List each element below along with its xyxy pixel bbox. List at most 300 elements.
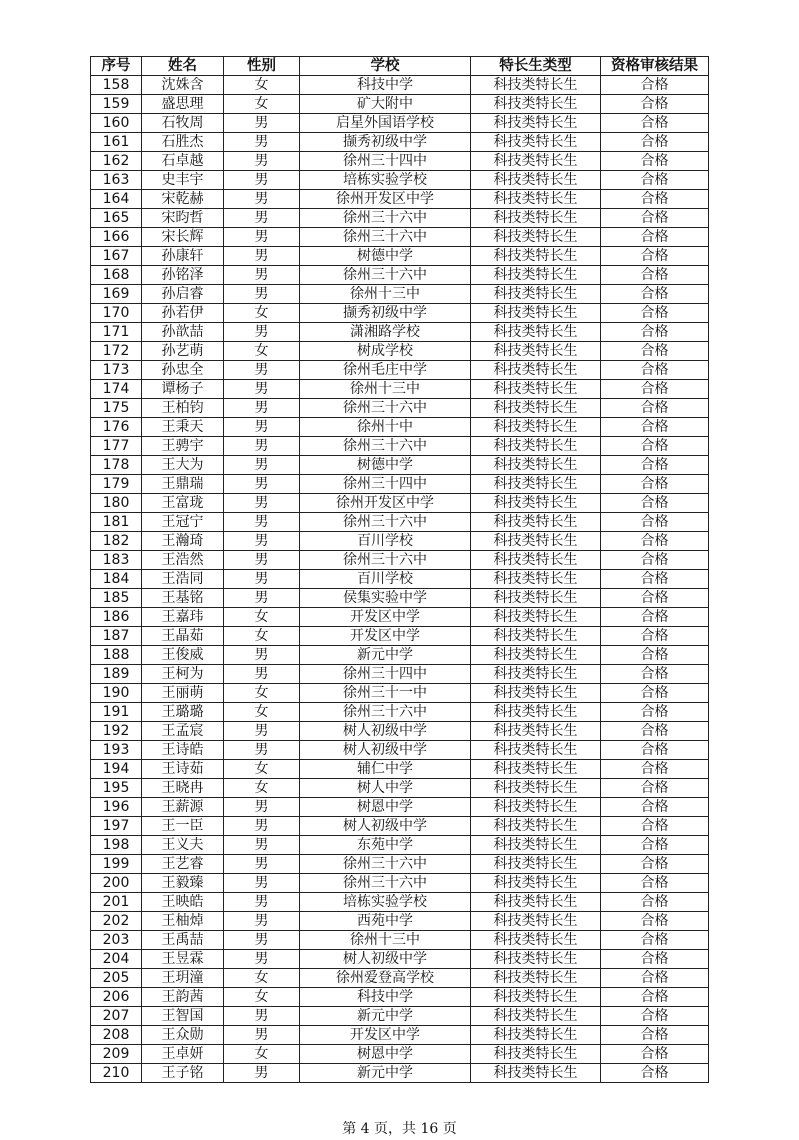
review-result-cell: 合格	[601, 874, 709, 893]
name-cell: 王一臣	[142, 817, 224, 836]
name-cell: 王艺睿	[142, 855, 224, 874]
table-row	[91, 684, 709, 703]
serial-number-cell: 205	[91, 969, 142, 988]
review-result-cell: 合格	[601, 418, 709, 437]
name-cell: 王诗茹	[142, 760, 224, 779]
table-row	[91, 361, 709, 380]
name-cell: 王薪源	[142, 798, 224, 817]
specialty-type-cell: 科技类特长生	[471, 513, 601, 532]
gender-cell: 男	[224, 893, 300, 912]
specialty-type-cell: 科技类特长生	[471, 285, 601, 304]
name-cell: 王骋宇	[142, 437, 224, 456]
gender-cell: 男	[224, 494, 300, 513]
name-cell: 王鼎瑞	[142, 475, 224, 494]
school-cell: 徐州三十六中	[300, 209, 471, 228]
specialty-type-cell: 科技类特长生	[471, 323, 601, 342]
serial-number-cell: 179	[91, 475, 142, 494]
gender-cell: 女	[224, 304, 300, 323]
serial-number-cell: 191	[91, 703, 142, 722]
serial-number-cell: 200	[91, 874, 142, 893]
table-row	[91, 437, 709, 456]
school-cell: 徐州十三中	[300, 285, 471, 304]
review-result-cell: 合格	[601, 893, 709, 912]
school-cell: 百川学校	[300, 532, 471, 551]
name-cell: 孙若伊	[142, 304, 224, 323]
name-cell: 宋昀哲	[142, 209, 224, 228]
name-cell: 王嘉玮	[142, 608, 224, 627]
serial-number-cell: 174	[91, 380, 142, 399]
school-cell: 徐州十中	[300, 418, 471, 437]
school-cell: 徐州开发区中学	[300, 494, 471, 513]
name-cell: 石胜杰	[142, 133, 224, 152]
table-row	[91, 1026, 709, 1045]
serial-number-cell: 203	[91, 931, 142, 950]
specialty-type-cell: 科技类特长生	[471, 779, 601, 798]
name-cell: 王孟宸	[142, 722, 224, 741]
review-result-cell: 合格	[601, 627, 709, 646]
qualification-table	[90, 56, 709, 1083]
name-cell: 王智国	[142, 1007, 224, 1026]
table-row	[91, 646, 709, 665]
specialty-type-cell: 科技类特长生	[471, 342, 601, 361]
school-cell: 徐州三十六中	[300, 551, 471, 570]
gender-cell: 男	[224, 266, 300, 285]
serial-number-cell: 198	[91, 836, 142, 855]
specialty-type-cell: 科技类特长生	[471, 836, 601, 855]
name-cell: 石卓越	[142, 152, 224, 171]
specialty-type-cell: 科技类特长生	[471, 1064, 601, 1083]
specialty-type-cell: 科技类特长生	[471, 437, 601, 456]
gender-cell: 男	[224, 665, 300, 684]
serial-number-cell: 162	[91, 152, 142, 171]
gender-cell: 男	[224, 475, 300, 494]
name-cell: 王大为	[142, 456, 224, 475]
serial-number-cell: 189	[91, 665, 142, 684]
name-cell: 王璐璐	[142, 703, 224, 722]
gender-cell: 男	[224, 950, 300, 969]
name-cell: 王众勋	[142, 1026, 224, 1045]
name-cell: 王基铭	[142, 589, 224, 608]
school-cell: 树人初级中学	[300, 950, 471, 969]
specialty-type-cell: 科技类特长生	[471, 456, 601, 475]
review-result-cell: 合格	[601, 95, 709, 114]
review-result-cell: 合格	[601, 532, 709, 551]
gender-cell: 女	[224, 76, 300, 95]
table-row	[91, 931, 709, 950]
serial-number-cell: 210	[91, 1064, 142, 1083]
table-row	[91, 874, 709, 893]
specialty-type-cell: 科技类特长生	[471, 152, 601, 171]
gender-cell: 女	[224, 1045, 300, 1064]
serial-number-cell: 207	[91, 1007, 142, 1026]
school-cell: 树恩中学	[300, 798, 471, 817]
review-result-cell: 合格	[601, 475, 709, 494]
serial-number-cell: 175	[91, 399, 142, 418]
review-result-cell: 合格	[601, 342, 709, 361]
table-row	[91, 570, 709, 589]
serial-number-cell: 209	[91, 1045, 142, 1064]
serial-number-cell: 188	[91, 646, 142, 665]
name-cell: 王丽萌	[142, 684, 224, 703]
gender-cell: 男	[224, 570, 300, 589]
serial-number-cell: 192	[91, 722, 142, 741]
name-cell: 王柚焯	[142, 912, 224, 931]
serial-number-cell: 196	[91, 798, 142, 817]
school-cell: 树人初级中学	[300, 817, 471, 836]
name-cell: 孙康轩	[142, 247, 224, 266]
specialty-type-cell: 科技类特长生	[471, 399, 601, 418]
school-cell: 徐州三十六中	[300, 513, 471, 532]
specialty-type-cell: 科技类特长生	[471, 247, 601, 266]
review-result-cell: 合格	[601, 1026, 709, 1045]
review-result-cell: 合格	[601, 494, 709, 513]
gender-cell: 男	[224, 532, 300, 551]
table-row	[91, 722, 709, 741]
specialty-type-cell: 科技类特长生	[471, 950, 601, 969]
header-specialty-type: 特长生类型	[471, 57, 601, 76]
gender-cell: 男	[224, 190, 300, 209]
name-cell: 王瀚琦	[142, 532, 224, 551]
name-cell: 王卓妍	[142, 1045, 224, 1064]
header-gender: 性别	[224, 57, 300, 76]
school-cell: 侯集实验中学	[300, 589, 471, 608]
gender-cell: 男	[224, 513, 300, 532]
school-cell: 徐州三十六中	[300, 437, 471, 456]
review-result-cell: 合格	[601, 1045, 709, 1064]
table-row	[91, 418, 709, 437]
serial-number-cell: 168	[91, 266, 142, 285]
table-row	[91, 893, 709, 912]
school-cell: 徐州爱登高学校	[300, 969, 471, 988]
name-cell: 王玥潼	[142, 969, 224, 988]
page-number: 第 4 页，共 16 页	[342, 1121, 457, 1137]
table-row	[91, 969, 709, 988]
review-result-cell: 合格	[601, 912, 709, 931]
serial-number-cell: 161	[91, 133, 142, 152]
review-result-cell: 合格	[601, 380, 709, 399]
serial-number-cell: 178	[91, 456, 142, 475]
gender-cell: 男	[224, 1026, 300, 1045]
name-cell: 王浩然	[142, 551, 224, 570]
specialty-type-cell: 科技类特长生	[471, 969, 601, 988]
school-cell: 撷秀初级中学	[300, 133, 471, 152]
school-cell: 徐州毛庄中学	[300, 361, 471, 380]
table-row	[91, 1045, 709, 1064]
review-result-cell: 合格	[601, 285, 709, 304]
review-result-cell: 合格	[601, 608, 709, 627]
gender-cell: 男	[224, 323, 300, 342]
serial-number-cell: 197	[91, 817, 142, 836]
school-cell: 树德中学	[300, 247, 471, 266]
specialty-type-cell: 科技类特长生	[471, 722, 601, 741]
specialty-type-cell: 科技类特长生	[471, 741, 601, 760]
serial-number-cell: 158	[91, 76, 142, 95]
serial-number-cell: 182	[91, 532, 142, 551]
specialty-type-cell: 科技类特长生	[471, 95, 601, 114]
gender-cell: 男	[224, 456, 300, 475]
review-result-cell: 合格	[601, 931, 709, 950]
school-cell: 树成学校	[300, 342, 471, 361]
gender-cell: 男	[224, 1007, 300, 1026]
review-result-cell: 合格	[601, 722, 709, 741]
name-cell: 宋长辉	[142, 228, 224, 247]
serial-number-cell: 194	[91, 760, 142, 779]
table-row	[91, 950, 709, 969]
specialty-type-cell: 科技类特长生	[471, 171, 601, 190]
table-row	[91, 532, 709, 551]
specialty-type-cell: 科技类特长生	[471, 893, 601, 912]
review-result-cell: 合格	[601, 247, 709, 266]
name-cell: 王富珑	[142, 494, 224, 513]
table-row	[91, 323, 709, 342]
school-cell: 徐州三十四中	[300, 152, 471, 171]
gender-cell: 女	[224, 627, 300, 646]
gender-cell: 男	[224, 798, 300, 817]
specialty-type-cell: 科技类特长生	[471, 684, 601, 703]
table-row	[91, 779, 709, 798]
gender-cell: 女	[224, 988, 300, 1007]
school-cell: 徐州三十四中	[300, 475, 471, 494]
gender-cell: 女	[224, 779, 300, 798]
school-cell: 徐州三十一中	[300, 684, 471, 703]
table-row	[91, 171, 709, 190]
school-cell: 徐州开发区中学	[300, 190, 471, 209]
review-result-cell: 合格	[601, 570, 709, 589]
gender-cell: 男	[224, 152, 300, 171]
header-review-result: 资格审核结果	[601, 57, 709, 76]
school-cell: 徐州十三中	[300, 931, 471, 950]
review-result-cell: 合格	[601, 589, 709, 608]
gender-cell: 男	[224, 646, 300, 665]
name-cell: 王毅臻	[142, 874, 224, 893]
gender-cell: 男	[224, 589, 300, 608]
table-row	[91, 304, 709, 323]
specialty-type-cell: 科技类特长生	[471, 266, 601, 285]
specialty-type-cell: 科技类特长生	[471, 874, 601, 893]
name-cell: 沈姝含	[142, 76, 224, 95]
serial-number-cell: 169	[91, 285, 142, 304]
review-result-cell: 合格	[601, 551, 709, 570]
table-row	[91, 209, 709, 228]
review-result-cell: 合格	[601, 266, 709, 285]
specialty-type-cell: 科技类特长生	[471, 988, 601, 1007]
gender-cell: 女	[224, 684, 300, 703]
serial-number-cell: 163	[91, 171, 142, 190]
name-cell: 王晶茹	[142, 627, 224, 646]
review-result-cell: 合格	[601, 133, 709, 152]
name-cell: 王浩同	[142, 570, 224, 589]
gender-cell: 男	[224, 836, 300, 855]
name-cell: 王义夫	[142, 836, 224, 855]
header-school: 学校	[300, 57, 471, 76]
serial-number-cell: 206	[91, 988, 142, 1007]
serial-number-cell: 166	[91, 228, 142, 247]
serial-number-cell: 195	[91, 779, 142, 798]
serial-number-cell: 187	[91, 627, 142, 646]
gender-cell: 男	[224, 209, 300, 228]
specialty-type-cell: 科技类特长生	[471, 608, 601, 627]
specialty-type-cell: 科技类特长生	[471, 760, 601, 779]
review-result-cell: 合格	[601, 855, 709, 874]
serial-number-cell: 190	[91, 684, 142, 703]
review-result-cell: 合格	[601, 703, 709, 722]
table-row	[91, 855, 709, 874]
table-body	[91, 76, 709, 1083]
table-row	[91, 798, 709, 817]
table-row	[91, 1064, 709, 1083]
school-cell: 徐州三十六中	[300, 399, 471, 418]
table-row	[91, 589, 709, 608]
specialty-type-cell: 科技类特长生	[471, 228, 601, 247]
table-row	[91, 152, 709, 171]
review-result-cell: 合格	[601, 988, 709, 1007]
serial-number-cell: 184	[91, 570, 142, 589]
review-result-cell: 合格	[601, 456, 709, 475]
school-cell: 徐州三十六中	[300, 855, 471, 874]
school-cell: 科技中学	[300, 76, 471, 95]
name-cell: 宋乾赫	[142, 190, 224, 209]
specialty-type-cell: 科技类特长生	[471, 912, 601, 931]
name-cell: 孙忠全	[142, 361, 224, 380]
table-row	[91, 627, 709, 646]
specialty-type-cell: 科技类特长生	[471, 589, 601, 608]
review-result-cell: 合格	[601, 209, 709, 228]
name-cell: 王子铭	[142, 1064, 224, 1083]
school-cell: 启星外国语学校	[300, 114, 471, 133]
table-row	[91, 342, 709, 361]
specialty-type-cell: 科技类特长生	[471, 475, 601, 494]
review-result-cell: 合格	[601, 361, 709, 380]
school-cell: 徐州三十六中	[300, 703, 471, 722]
name-cell: 谭杨子	[142, 380, 224, 399]
gender-cell: 男	[224, 399, 300, 418]
gender-cell: 女	[224, 969, 300, 988]
review-result-cell: 合格	[601, 760, 709, 779]
table-row	[91, 988, 709, 1007]
school-cell: 开发区中学	[300, 627, 471, 646]
specialty-type-cell: 科技类特长生	[471, 798, 601, 817]
name-cell: 王冠宁	[142, 513, 224, 532]
specialty-type-cell: 科技类特长生	[471, 304, 601, 323]
table-row	[91, 285, 709, 304]
gender-cell: 女	[224, 95, 300, 114]
header-name: 姓名	[142, 57, 224, 76]
name-cell: 王俊威	[142, 646, 224, 665]
gender-cell: 男	[224, 361, 300, 380]
name-cell: 王秉天	[142, 418, 224, 437]
gender-cell: 男	[224, 380, 300, 399]
school-cell: 树德中学	[300, 456, 471, 475]
school-cell: 新元中学	[300, 1007, 471, 1026]
review-result-cell: 合格	[601, 190, 709, 209]
name-cell: 王昱霖	[142, 950, 224, 969]
specialty-type-cell: 科技类特长生	[471, 190, 601, 209]
header-row	[91, 57, 709, 76]
serial-number-cell: 199	[91, 855, 142, 874]
review-result-cell: 合格	[601, 741, 709, 760]
serial-number-cell: 181	[91, 513, 142, 532]
gender-cell: 男	[224, 247, 300, 266]
serial-number-cell: 176	[91, 418, 142, 437]
gender-cell: 女	[224, 760, 300, 779]
table-row	[91, 247, 709, 266]
serial-number-cell: 171	[91, 323, 142, 342]
table-row	[91, 76, 709, 95]
review-result-cell: 合格	[601, 969, 709, 988]
review-result-cell: 合格	[601, 817, 709, 836]
gender-cell: 男	[224, 1064, 300, 1083]
specialty-type-cell: 科技类特长生	[471, 418, 601, 437]
gender-cell: 男	[224, 171, 300, 190]
gender-cell: 男	[224, 228, 300, 247]
specialty-type-cell: 科技类特长生	[471, 1045, 601, 1064]
specialty-type-cell: 科技类特长生	[471, 380, 601, 399]
review-result-cell: 合格	[601, 323, 709, 342]
school-cell: 科技中学	[300, 988, 471, 1007]
school-cell: 新元中学	[300, 1064, 471, 1083]
review-result-cell: 合格	[601, 646, 709, 665]
school-cell: 树恩中学	[300, 1045, 471, 1064]
table-row	[91, 513, 709, 532]
review-result-cell: 合格	[601, 1007, 709, 1026]
specialty-type-cell: 科技类特长生	[471, 76, 601, 95]
specialty-type-cell: 科技类特长生	[471, 361, 601, 380]
review-result-cell: 合格	[601, 665, 709, 684]
name-cell: 孙启睿	[142, 285, 224, 304]
serial-number-cell: 204	[91, 950, 142, 969]
gender-cell: 男	[224, 817, 300, 836]
table-row	[91, 817, 709, 836]
header-serial-number: 序号	[91, 57, 142, 76]
serial-number-cell: 177	[91, 437, 142, 456]
review-result-cell: 合格	[601, 684, 709, 703]
gender-cell: 女	[224, 703, 300, 722]
table-row	[91, 836, 709, 855]
school-cell: 百川学校	[300, 570, 471, 589]
specialty-type-cell: 科技类特长生	[471, 114, 601, 133]
table-row	[91, 380, 709, 399]
school-cell: 徐州三十六中	[300, 228, 471, 247]
name-cell: 王禹喆	[142, 931, 224, 950]
gender-cell: 女	[224, 608, 300, 627]
specialty-type-cell: 科技类特长生	[471, 570, 601, 589]
review-result-cell: 合格	[601, 228, 709, 247]
table-row	[91, 114, 709, 133]
table-row	[91, 266, 709, 285]
review-result-cell: 合格	[601, 114, 709, 133]
school-cell: 矿大附中	[300, 95, 471, 114]
table-row	[91, 741, 709, 760]
review-result-cell: 合格	[601, 152, 709, 171]
gender-cell: 男	[224, 285, 300, 304]
table-row	[91, 228, 709, 247]
school-cell: 徐州十三中	[300, 380, 471, 399]
school-cell: 开发区中学	[300, 608, 471, 627]
school-cell: 培栋实验学校	[300, 893, 471, 912]
school-cell: 辅仁中学	[300, 760, 471, 779]
name-cell: 王柯为	[142, 665, 224, 684]
review-result-cell: 合格	[601, 779, 709, 798]
gender-cell: 男	[224, 874, 300, 893]
specialty-type-cell: 科技类特长生	[471, 1026, 601, 1045]
review-result-cell: 合格	[601, 836, 709, 855]
table-row	[91, 456, 709, 475]
specialty-type-cell: 科技类特长生	[471, 931, 601, 950]
serial-number-cell: 183	[91, 551, 142, 570]
specialty-type-cell: 科技类特长生	[471, 703, 601, 722]
school-cell: 徐州三十六中	[300, 874, 471, 893]
school-cell: 培栋实验学校	[300, 171, 471, 190]
